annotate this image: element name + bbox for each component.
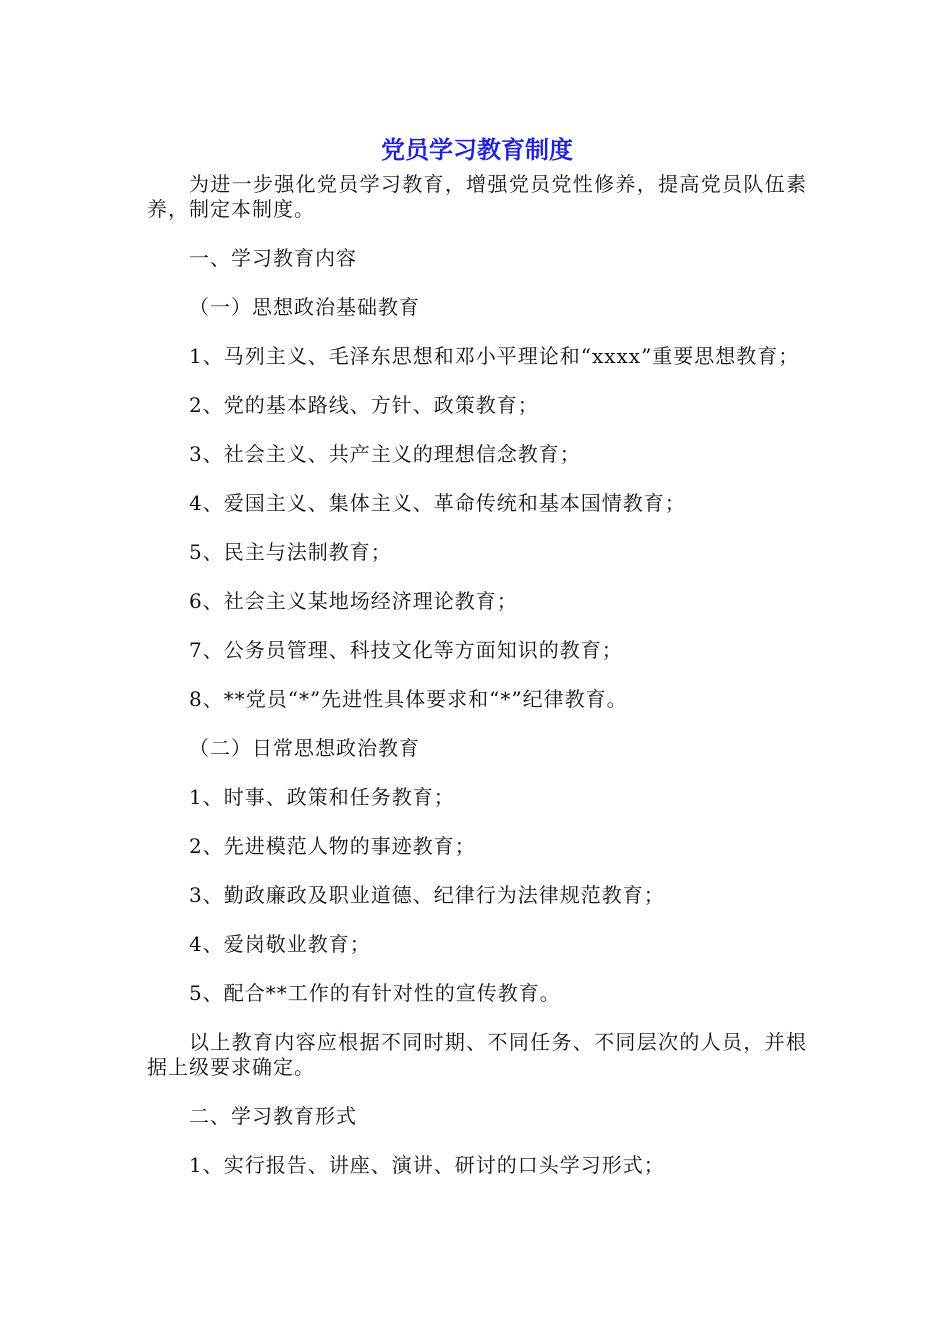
list-item: 3、勤政廉政及职业道德、纪律行为法律规范教育； [189,883,665,907]
list-item: 4、爱岗敬业教育； [189,932,371,956]
list-item: 2、先进模范人物的事迹教育； [189,834,476,858]
section-heading-1: 一、学习教育内容 [189,246,357,270]
paragraph-summary: 以上教育内容应根据不同时期、不同任务、不同层次的人员，并根据上级要求确定。 [147,1030,807,1079]
list-item: 7、公务员管理、科技文化等方面知识的教育； [189,638,623,662]
list-item: 8、**党员“*”先进性具体要求和“*”纪律教育。 [189,687,628,711]
list-item: 1、马列主义、毛泽东思想和邓小平理论和“xxxx”重要思想教育； [189,344,800,368]
list-item: 3、社会主义、共产主义的理想信念教育； [189,442,581,466]
list-item: 2、党的基本路线、方针、政策教育； [189,393,539,417]
document-title: 党员学习教育制度 [381,136,573,164]
paragraph-intro: 为进一步强化党员学习教育，增强党员党性修养，提高党员队伍素养，制定本制度。 [147,172,807,221]
document-page [147,130,807,1178]
list-item: 4、爱国主义、集体主义、革命传统和基本国情教育； [189,491,686,515]
list-item: 5、民主与法制教育； [189,540,392,564]
subsection-heading-2: （二）日常思想政治教育 [189,736,420,760]
section-heading-2: 二、学习教育形式 [189,1104,357,1128]
list-item: 5、配合**工作的有针对性的宣传教育。 [189,981,561,1005]
list-item: 1、实行报告、讲座、演讲、研讨的口头学习形式； [189,1153,665,1177]
subsection-heading-1: （一）思想政治基础教育 [189,295,420,319]
list-item: 1、时事、政策和任务教育； [189,785,455,809]
list-item: 6、社会主义某地场经济理论教育； [189,589,518,613]
